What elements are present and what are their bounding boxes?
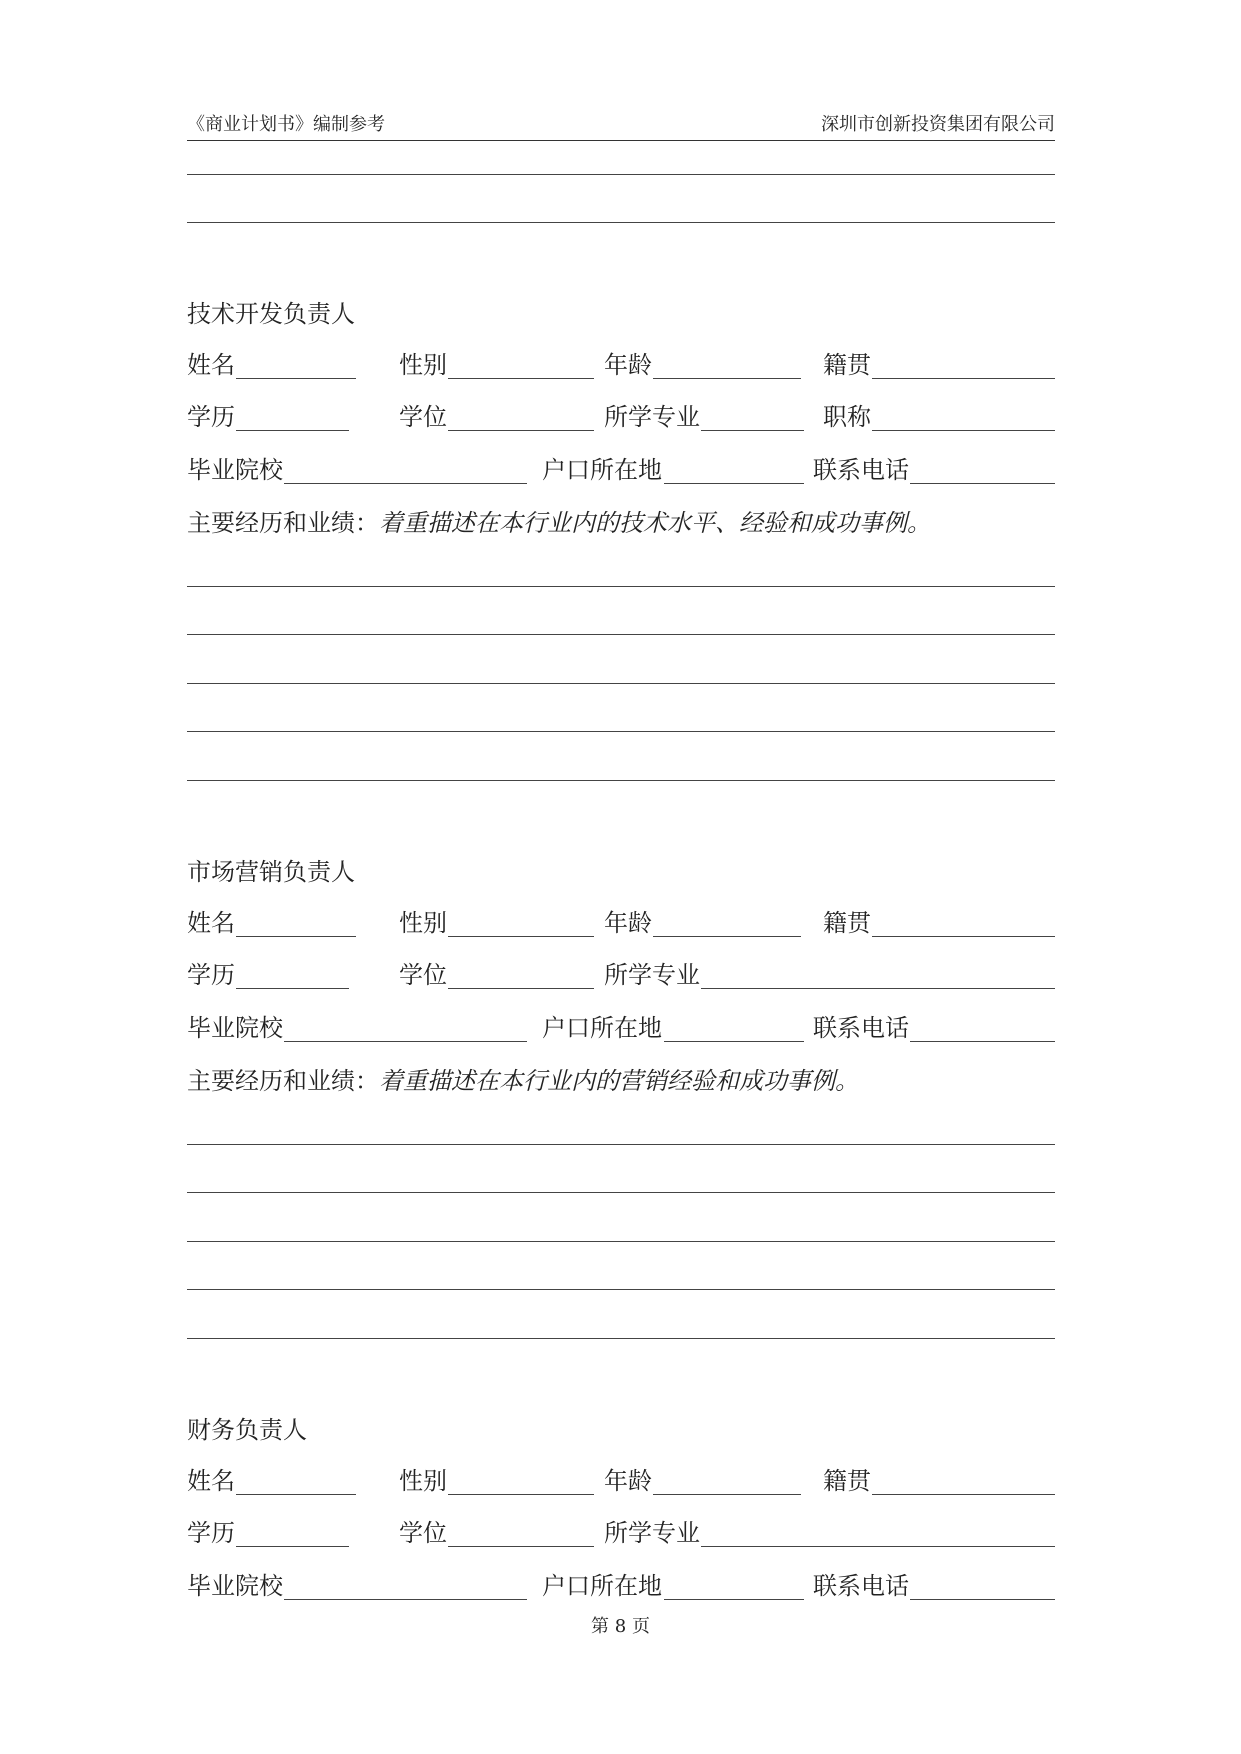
experience-prompt [187, 1066, 859, 1096]
form-row-contact [187, 455, 1055, 485]
degree-field[interactable] [448, 1546, 594, 1547]
blank-line[interactable] [187, 1241, 1055, 1242]
school-field[interactable] [284, 1041, 527, 1042]
age-field[interactable] [653, 936, 801, 937]
residence-field[interactable] [664, 1599, 804, 1600]
education-label: 学历 [187, 1519, 235, 1547]
residence-field[interactable] [664, 483, 804, 484]
education-field[interactable] [236, 988, 349, 989]
experience-hint: 着重描述在本行业内的技术水平、经验和成功事例。 [379, 509, 931, 537]
experience-prompt [187, 508, 931, 538]
major-label: 所学专业 [604, 961, 700, 989]
age-label: 年龄 [604, 1467, 652, 1495]
blank-line[interactable] [187, 1289, 1055, 1290]
experience-label: 主要经历和业绩： [187, 509, 379, 537]
major-field[interactable] [701, 430, 804, 431]
form-row-education [187, 1518, 1055, 1548]
page-number: 第 8 页 [591, 1616, 650, 1637]
blank-line[interactable] [187, 222, 1055, 223]
blank-line[interactable] [187, 634, 1055, 635]
experience-hint: 着重描述在本行业内的营销经验和成功事例。 [379, 1067, 859, 1095]
blank-line[interactable] [187, 1144, 1055, 1145]
document-title: 《商业计划书》编制参考 [187, 114, 385, 135]
blank-line[interactable] [187, 174, 1055, 175]
blank-line[interactable] [187, 683, 1055, 684]
phone-field[interactable] [910, 1599, 1055, 1600]
form-row-contact [187, 1571, 1055, 1601]
native-place-field[interactable] [872, 378, 1055, 379]
education-field[interactable] [236, 1546, 349, 1547]
phone-field[interactable] [910, 1041, 1055, 1042]
age-field[interactable] [653, 378, 801, 379]
gender-label: 性别 [399, 351, 447, 379]
degree-field[interactable] [448, 430, 594, 431]
section-title-finance-lead: 财务负责人 [187, 1416, 307, 1444]
gender-label: 性别 [399, 909, 447, 937]
school-field[interactable] [284, 1599, 527, 1600]
native-place-label: 籍贯 [823, 1467, 871, 1495]
name-label: 姓名 [187, 909, 235, 937]
form-row-basic-info [187, 350, 1055, 380]
age-label: 年龄 [604, 351, 652, 379]
section-title-marketing-lead: 市场营销负责人 [187, 858, 355, 886]
native-place-label: 籍贯 [823, 909, 871, 937]
form-row-education [187, 960, 1055, 990]
name-field[interactable] [236, 936, 356, 937]
phone-label: 联系电话 [813, 1572, 909, 1600]
age-label: 年龄 [604, 909, 652, 937]
gender-field[interactable] [448, 378, 594, 379]
residence-label: 户口所在地 [542, 456, 662, 484]
native-place-field[interactable] [872, 936, 1055, 937]
blank-line[interactable] [187, 1338, 1055, 1339]
name-field[interactable] [236, 378, 356, 379]
major-label: 所学专业 [604, 403, 700, 431]
degree-label: 学位 [399, 403, 447, 431]
major-label: 所学专业 [604, 1519, 700, 1547]
name-label: 姓名 [187, 351, 235, 379]
title-field[interactable] [872, 430, 1055, 431]
title-label: 职称 [823, 403, 871, 431]
age-field[interactable] [653, 1494, 801, 1495]
page-header [187, 108, 1055, 141]
native-place-field[interactable] [872, 1494, 1055, 1495]
degree-label: 学位 [399, 1519, 447, 1547]
school-label: 毕业院校 [187, 1572, 283, 1600]
phone-field[interactable] [910, 483, 1055, 484]
blank-line[interactable] [187, 731, 1055, 732]
section-title-tech-lead: 技术开发负责人 [187, 300, 355, 328]
phone-label: 联系电话 [813, 456, 909, 484]
name-label: 姓名 [187, 1467, 235, 1495]
school-field[interactable] [284, 483, 527, 484]
experience-label: 主要经历和业绩： [187, 1067, 379, 1095]
residence-label: 户口所在地 [542, 1572, 662, 1600]
education-field[interactable] [236, 430, 349, 431]
native-place-label: 籍贯 [823, 351, 871, 379]
degree-field[interactable] [448, 988, 594, 989]
education-label: 学历 [187, 961, 235, 989]
blank-line[interactable] [187, 586, 1055, 587]
blank-line[interactable] [187, 1192, 1055, 1193]
major-field[interactable] [701, 988, 1055, 989]
company-name: 深圳市创新投资集团有限公司 [821, 114, 1055, 135]
form-row-basic-info [187, 1466, 1055, 1496]
residence-label: 户口所在地 [542, 1014, 662, 1042]
gender-field[interactable] [448, 936, 594, 937]
form-row-education [187, 402, 1055, 432]
degree-label: 学位 [399, 961, 447, 989]
major-field[interactable] [701, 1546, 1055, 1547]
form-row-basic-info [187, 908, 1055, 938]
school-label: 毕业院校 [187, 456, 283, 484]
phone-label: 联系电话 [813, 1014, 909, 1042]
school-label: 毕业院校 [187, 1014, 283, 1042]
gender-field[interactable] [448, 1494, 594, 1495]
residence-field[interactable] [664, 1041, 804, 1042]
blank-line[interactable] [187, 780, 1055, 781]
gender-label: 性别 [399, 1467, 447, 1495]
form-row-contact [187, 1013, 1055, 1043]
education-label: 学历 [187, 403, 235, 431]
name-field[interactable] [236, 1494, 356, 1495]
